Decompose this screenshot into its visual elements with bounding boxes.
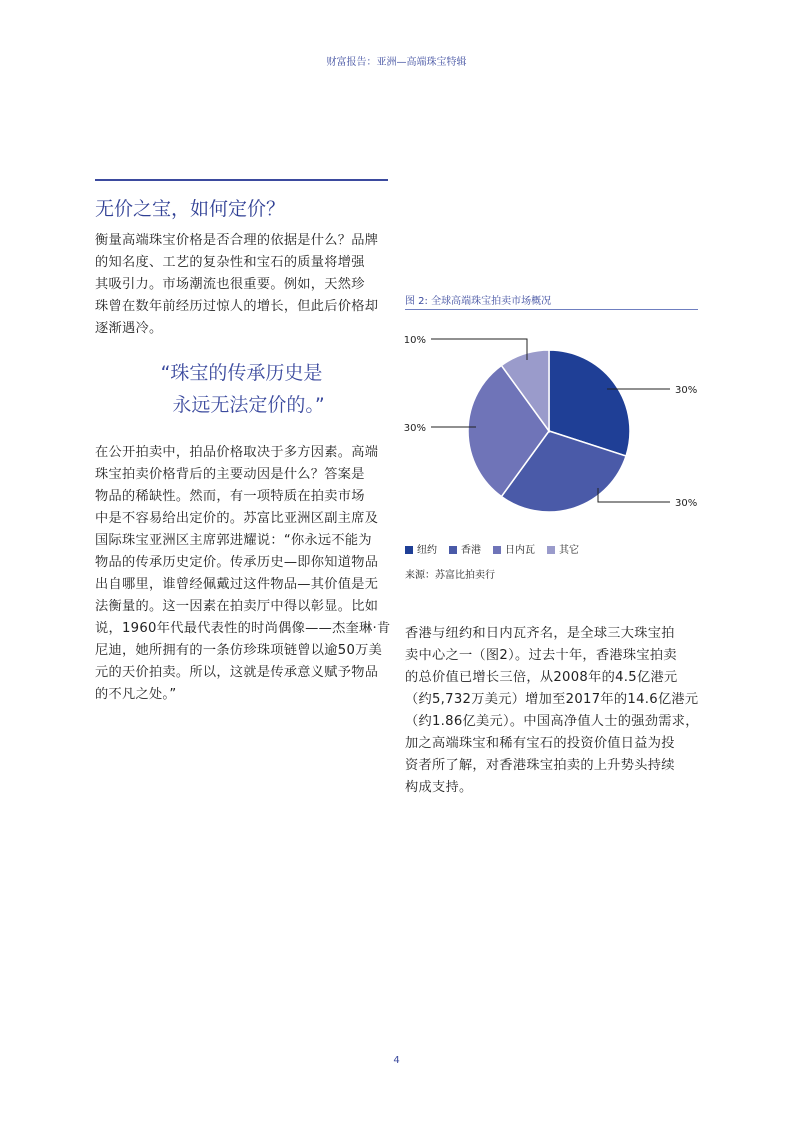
legend-swatch	[493, 546, 501, 554]
legend-swatch	[449, 546, 457, 554]
text-line: （约5,732万美元）增加至2017年的14.6亿港元	[405, 692, 699, 707]
leader-line	[598, 488, 670, 502]
legend-item-other	[547, 541, 579, 556]
text-line: 出自哪里，谁曾经佩戴过这件物品—其价值是无	[95, 577, 379, 592]
text-line: （约1.86亿美元）。中国高净值人士的强劲需求，	[405, 714, 699, 729]
legend-item-geneva	[493, 541, 535, 556]
legend-label: 纽约	[417, 545, 437, 556]
data-label-hong-kong: 30%	[675, 498, 698, 509]
chart-legend	[405, 541, 579, 556]
text-line: 尼迪，她所拥有的一条仿珍珠项链曾以逾50万美	[95, 643, 383, 658]
text-line: 卖中心之一（图2）。过去十年，香港珠宝拍卖	[405, 648, 677, 663]
text-line: 的不凡之处。”	[95, 687, 177, 702]
data-label-geneva: 30%	[403, 423, 426, 434]
legend-item-hong-kong	[449, 541, 481, 556]
text-line: 衡量高端珠宝价格是否合理的依据是什么？品牌	[95, 233, 379, 248]
data-label-other: 10%	[403, 335, 426, 346]
text-line: 在公开拍卖中，拍品价格取决于多方因素。高端	[95, 445, 379, 460]
text-line: 物品的传承历史定价。传承历史—即你知道物品	[95, 555, 379, 570]
pull-quote-line: “珠宝的传承历史是	[160, 362, 323, 384]
page-number: 4	[393, 1055, 400, 1066]
text-line: 的总价值已增长三倍，从2008年的4.5亿港元	[405, 670, 678, 685]
legend-swatch	[405, 546, 413, 554]
right-paragraph	[405, 623, 699, 799]
legend-label: 香港	[461, 545, 481, 556]
text-line: 法衡量的。这一因素在拍卖厅中得以彰显。比如	[95, 599, 379, 614]
text-line: 资者所了解，对香港珠宝拍卖的上升势头持续	[405, 758, 675, 773]
data-label-new-york: 30%	[675, 385, 698, 396]
figure-title: 图 2: 全球高端珠宝拍卖市场概况	[405, 296, 552, 307]
text-line: 中是不容易给出定价的。苏富比亚洲区副主席及	[95, 511, 379, 526]
text-line: 的知名度、工艺的复杂性和宝石的质量将增强	[95, 255, 365, 270]
legend-swatch	[547, 546, 555, 554]
text-line: 加之高端珠宝和稀有宝石的投资价值日益为投	[405, 736, 675, 751]
text-line: 国际珠宝亚洲区主席郭进耀说：“你永远不能为	[95, 533, 372, 548]
legend-item-new-york	[405, 541, 437, 556]
text-line: 其吸引力。市场潮流也很重要。例如，天然珍	[95, 277, 365, 292]
pull-quote-line: 永远无法定价的。”	[172, 394, 325, 416]
section-title: 无价之宝，如何定价？	[95, 198, 286, 220]
text-line: 构成支持。	[405, 780, 473, 795]
running-header: 财富报告：亚洲—高端珠宝特辑	[326, 57, 467, 68]
text-line: 珠曾在数年前经历过惊人的增长，但此后价格却	[95, 299, 379, 314]
text-line: 物品的稀缺性。然而，有一项特质在拍卖市场	[95, 489, 365, 504]
text-line: 元的天价拍卖。所以，这就是传承意义赋予物品	[95, 665, 379, 680]
legend-label: 其它	[559, 545, 579, 556]
text-line: 说，1960年代最代表性的时尚偶像——杰奎琳·肯	[95, 621, 391, 636]
text-line: 香港与纽约和日内瓦齐名，是全球三大珠宝拍	[405, 626, 675, 641]
text-line: 珠宝拍卖价格背后的主要动因是什么？答案是	[95, 467, 365, 482]
leader-line	[431, 339, 527, 360]
text-line: 逐渐遇冷。	[95, 321, 163, 336]
figure-source: 来源：苏富比拍卖行	[405, 570, 495, 581]
legend-label: 日内瓦	[505, 545, 535, 556]
